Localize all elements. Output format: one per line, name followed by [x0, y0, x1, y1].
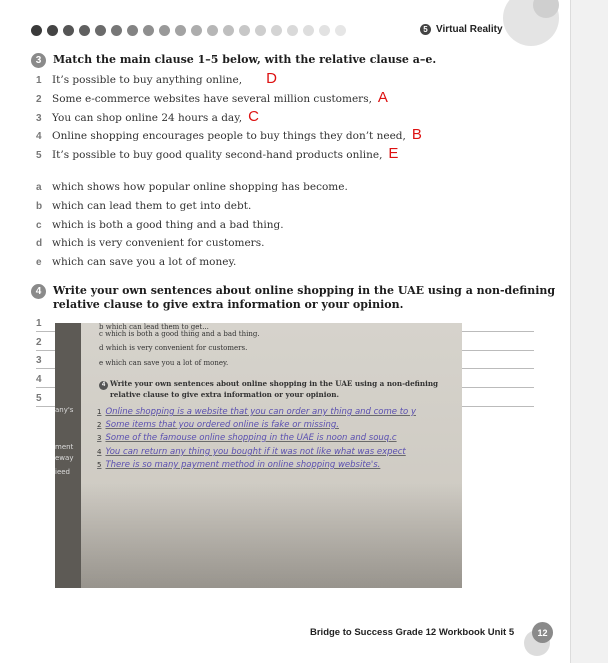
handwritten-answer-3: [97, 433, 397, 443]
clause-number: 3: [36, 113, 42, 124]
clause-letter: a: [36, 182, 42, 193]
dot: [191, 25, 202, 36]
relative-clause-b: [36, 199, 251, 214]
photo-q4-badge: 4: [99, 381, 108, 390]
photo-printed-line: c which is both a good thing and a bad thing.: [99, 330, 260, 338]
hand-text: There is so many payment method in online shopping website's.: [105, 460, 381, 470]
margin-scrap: ieed: [55, 468, 71, 476]
clause-text: Some e-commerce websites have several million customers,: [52, 93, 372, 105]
answer-letter: B: [411, 126, 422, 143]
answer-letter: A: [377, 89, 388, 106]
dot: [271, 25, 282, 36]
main-clause-4: [36, 128, 422, 144]
question-4-instruction: [53, 284, 555, 312]
clause-text: You can shop online 24 hours a day,: [52, 112, 243, 124]
dot: [223, 25, 234, 36]
clause-number: 2: [36, 94, 42, 105]
relative-clause-e: [36, 255, 236, 270]
dot: [143, 25, 154, 36]
relative-clause-c: [36, 218, 284, 233]
dot: [319, 25, 330, 36]
unit-header: [420, 24, 503, 35]
answer-letter: E: [388, 145, 399, 162]
clause-text: It’s possible to buy good quality second-hand products online,: [52, 149, 383, 161]
dot: [79, 25, 90, 36]
dot: [47, 25, 58, 36]
main-clause-5: [36, 147, 398, 163]
photo-printed-line: b which can lead them to get...: [99, 323, 209, 331]
clause-number: 5: [36, 150, 42, 161]
clause-letter: e: [36, 257, 42, 268]
dot: [255, 25, 266, 36]
progress-dots: [31, 25, 346, 36]
clause-text: which can save you a lot of money.: [52, 256, 237, 268]
question-3-instruction: Match the main clause 1–5 below, with the relative clause a–e.: [53, 53, 437, 66]
hand-num: 1: [97, 408, 102, 416]
hand-text: Some items that you ordered online is fake or missing.: [105, 420, 339, 430]
hand-num: 4: [97, 448, 102, 456]
clause-text: Online shopping encourages people to buy things they don’t need,: [52, 130, 406, 142]
dot: [111, 25, 122, 36]
clause-text: It’s possible to buy anything online,: [52, 74, 243, 86]
dot: [207, 25, 218, 36]
clause-text: which is both a good thing and a bad thing.: [52, 219, 284, 231]
instruction-line-1: Write your own sentences about online shopping in the UAE using a non-defining: [53, 284, 556, 297]
dot: [63, 25, 74, 36]
hand-num: 5: [97, 461, 102, 469]
photo-printed-line: e which can save you a lot of money.: [99, 359, 229, 367]
margin-scrap: ment: [55, 443, 74, 451]
handwritten-answer-4: [97, 447, 406, 457]
clause-letter: d: [36, 238, 43, 249]
instruction-line-2: relative clause to give extra information or your opinion.: [53, 298, 404, 311]
dot: [95, 25, 106, 36]
margin-scrap: eway: [55, 454, 74, 462]
photo-q4-heading: [99, 379, 438, 399]
unit-number-badge: 5: [420, 24, 431, 35]
dot: [239, 25, 250, 36]
line-number: 2: [36, 337, 42, 348]
page-number: 12: [532, 622, 553, 643]
hand-num: 2: [97, 421, 102, 429]
dot: [159, 25, 170, 36]
hand-text: Online shopping is a website that you can order any thing and come to y: [105, 407, 416, 417]
photo-printed-line: d which is very convenient for customers.: [99, 344, 248, 352]
hand-num: 3: [97, 434, 102, 442]
question-4-heading: [31, 284, 555, 312]
handwritten-answers-photo: [55, 323, 462, 588]
clause-number: 4: [36, 131, 42, 142]
clause-letter: c: [36, 220, 42, 231]
answer-letter: C: [248, 108, 259, 125]
clause-number: 1: [36, 75, 42, 86]
dot: [287, 25, 298, 36]
clause-letter: b: [36, 201, 43, 212]
unit-title: Virtual Reality: [436, 24, 503, 35]
line-number: 3: [36, 355, 42, 366]
viewer-side-gutter: [570, 0, 608, 663]
clause-text: which can lead them to get into debt.: [52, 200, 252, 212]
answer-letter: D: [266, 70, 277, 87]
hand-text: Some of the famouse online shopping in the UAE is noon and souq.c: [105, 433, 397, 443]
handwritten-answer-2: [97, 420, 339, 430]
handwritten-answer-1: [97, 407, 416, 417]
dot: [31, 25, 42, 36]
question-3-badge: 3: [31, 53, 46, 68]
question-4-badge: 4: [31, 284, 46, 299]
main-clause-1: [36, 72, 277, 88]
dot: [175, 25, 186, 36]
photo-facing-page: [55, 323, 81, 588]
line-number: 4: [36, 374, 42, 385]
photo-q4-line-2: relative clause to give extra information or your opinion.: [110, 389, 339, 399]
clause-text: which shows how popular online shopping has become.: [52, 181, 348, 193]
photo-q4-line-1: Write your own sentences about online shopping in the UAE using a non-defining: [110, 379, 439, 388]
line-number: 1: [36, 318, 42, 329]
photo-shadow: [81, 483, 462, 588]
dot: [127, 25, 138, 36]
main-clause-2: [36, 91, 388, 107]
relative-clause-d: [36, 236, 264, 251]
photo-page-surface: [81, 323, 462, 588]
hand-text: You can return any thing you bought if it was not like what was expect: [105, 447, 406, 457]
main-clause-3: [36, 110, 259, 126]
line-number: 5: [36, 393, 42, 404]
dot: [335, 25, 346, 36]
clause-text: which is very convenient for customers.: [52, 237, 265, 249]
margin-scrap: any's: [55, 406, 74, 414]
relative-clause-a: [36, 180, 348, 195]
handwritten-answer-5: [97, 460, 380, 470]
page-footer: Bridge to Success Grade 12 Workbook Unit 5: [310, 627, 515, 638]
dot: [303, 25, 314, 36]
question-3-heading: [31, 53, 436, 68]
